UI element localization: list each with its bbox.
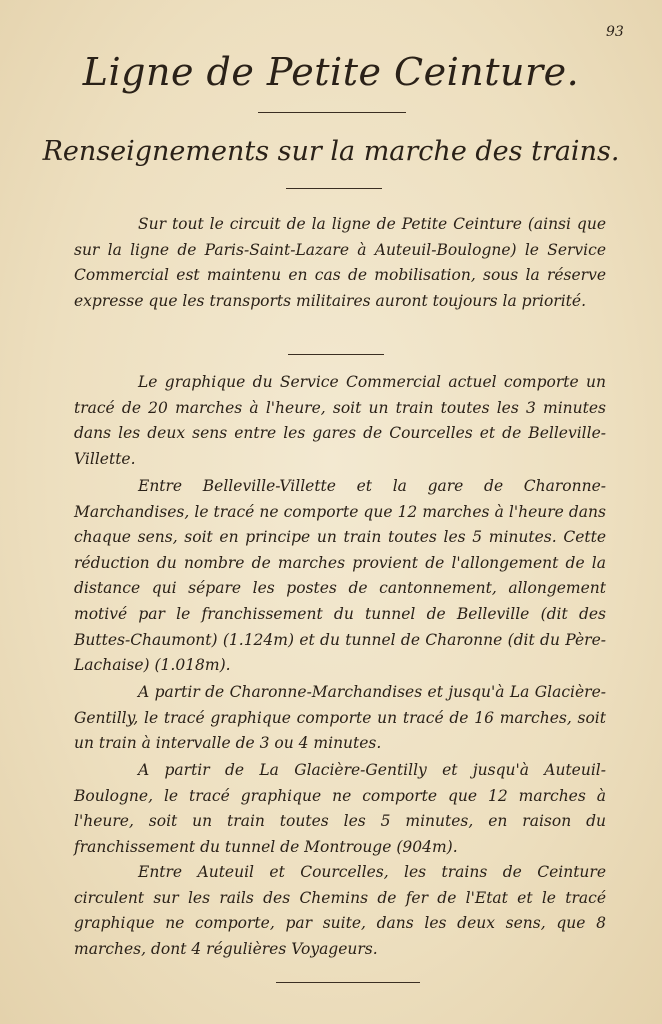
- paragraph-charonne-glaciere: A partir de Charonne-Marchandises et jusqu'à La Glacière-Gentilly, le tracé graphique comporte un tracé de 16 marches, soit un train à intervalle de 3 ou 4 minutes.: [74, 683, 606, 753]
- heading-underline: [286, 188, 382, 189]
- paragraph-service-commercial: Sur tout le circuit de la ligne de Petite Ceinture (ainsi que sur la ligne de Paris-Saint-Lazare à Auteuil-Boulogne) le Service Commercial est maintenu en cas de mobilisation, sous la réserve expresse que les transports militaires auront toujours la priorité.: [74, 215, 606, 310]
- title-underline: [258, 112, 406, 113]
- paragraph-belleville-charonne: Entre Belleville-Villette et la gare de Charonne-Marchandises, le tracé ne comporte que 12 marches à l'heure dans chaque sens, soit en principe un train toutes les 5 minutes. Cette réduction du nombre de marches provient de l'allongement de la distance qui sépare les postes de cantonnement, allongement motivé par le franchissement du tunnel de Belleville (dit des Buttes-Chaumont) (1.124m) et du tunnel de Charonne (dit du Père-Lachaise) (1.018m).: [74, 477, 606, 675]
- paragraph-auteuil-courcelles: Entre Auteuil et Courcelles, les trains de Ceinture circulent sur les rails des Chemins de fer de l'Etat et le tracé graphique ne comporte, par suite, dans les deux sens, que 8 marches, dont 4 régulières Voyageurs.: [74, 863, 606, 958]
- section-heading: Renseignements sur la marche des trains.: [42, 136, 620, 167]
- paragraph-graphique: Le graphique du Service Commercial actuel comporte un tracé de 20 marches à l'heure, soit un train toutes les 3 minutes dans les deux sens entre les gares de Courcelles et de Belleville-Villette.: [74, 373, 606, 468]
- page-number: 93: [606, 24, 624, 40]
- closing-divider: [276, 982, 420, 983]
- section-divider: [288, 354, 384, 355]
- paragraph-glaciere-auteuil: A partir de La Glacière-Gentilly et jusqu'à Auteuil-Boulogne, le tracé graphique ne comporte que 12 marches à l'heure, soit un train toutes les 5 minutes, en raison du franchissement du tunnel de Montrouge (904m).: [74, 761, 606, 856]
- page-title: Ligne de Petite Ceinture.: [82, 50, 580, 94]
